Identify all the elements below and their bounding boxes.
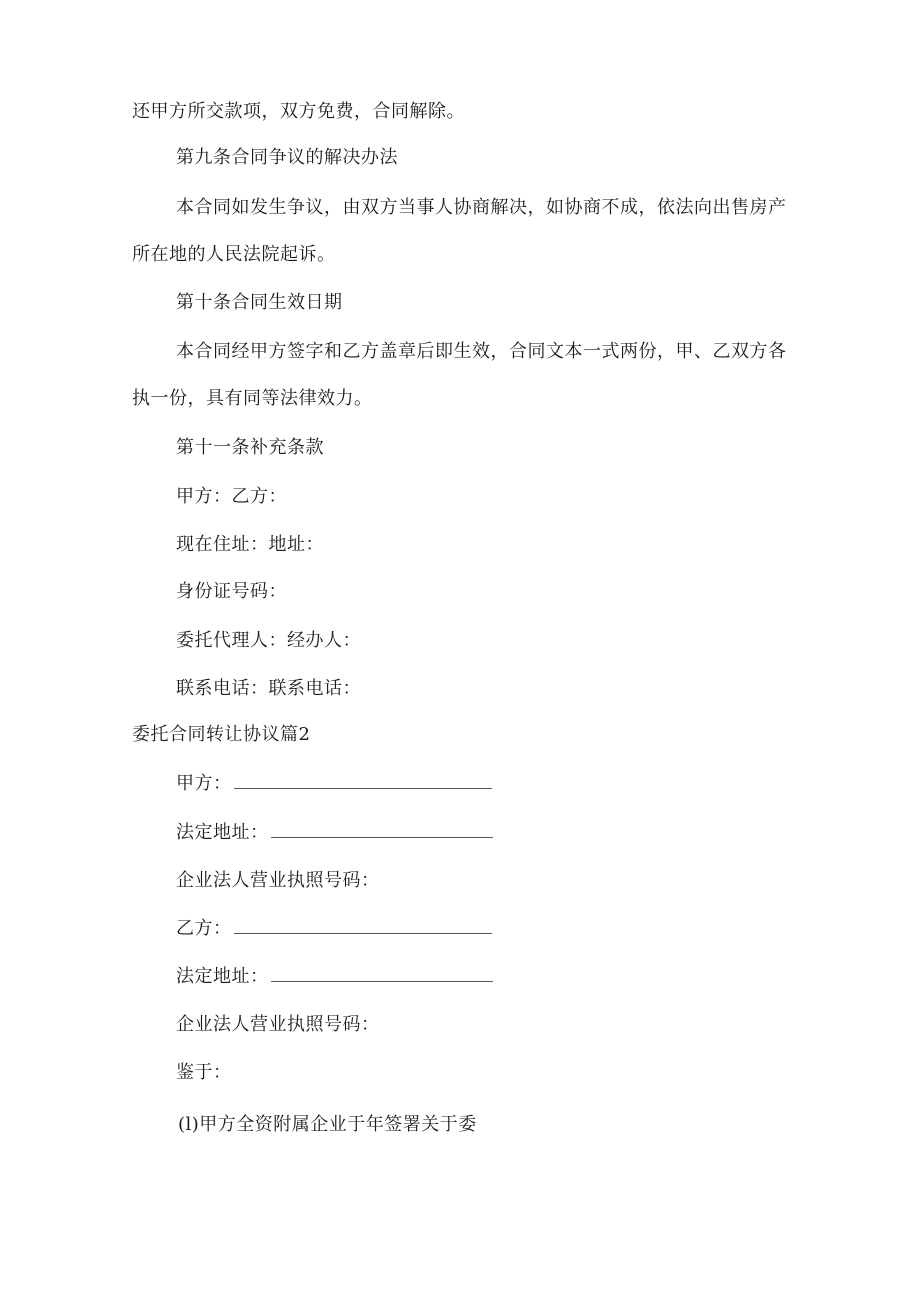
section-title: 委托合同转让协议篇2 [132, 724, 311, 745]
form-row-party-b [176, 917, 492, 941]
fill-in-blank [271, 967, 493, 982]
form-label: 乙方： [176, 918, 232, 939]
form-row-party-a [176, 772, 492, 796]
form-row-address [176, 821, 493, 845]
fill-in-blank [271, 823, 493, 838]
article-heading: 第九条合同争议的解决办法 [176, 147, 398, 168]
form-row-license-2: 企业法人营业执照号码： [176, 1014, 380, 1035]
text-line: 本合同如发生争议，由双方当事人协商解决，如协商不成，依法向出售房产 [176, 197, 787, 218]
text-line: 委托代理人：经办人： [176, 630, 361, 651]
article-heading: 第十条合同生效日期 [176, 292, 343, 313]
clause-item: (l)甲方全资附属企业于年签署关于委 [178, 1114, 477, 1135]
form-label: 甲方： [176, 773, 232, 794]
form-row-whereas: 鉴于： [176, 1062, 232, 1083]
text-line: 执一份，具有同等法律效力。 [132, 388, 373, 409]
fill-in-blank [234, 774, 492, 789]
text-line: 甲方：乙方： [176, 486, 287, 507]
form-row-address-2 [176, 965, 493, 989]
form-label: 法定地址： [176, 822, 269, 843]
form-label: 法定地址： [176, 966, 269, 987]
fill-in-blank [234, 919, 492, 934]
form-row-license: 企业法人营业执照号码： [176, 870, 380, 891]
text-line: 身份证号码： [176, 581, 287, 602]
text-line: 还甲方所交款项，双方免费，合同解除。 [132, 101, 465, 122]
text-line: 现在住址：地址： [176, 534, 324, 555]
article-heading: 第十一条补充条款 [176, 437, 324, 458]
text-line: 本合同经甲方签字和乙方盖章后即生效，合同文本一式两份，甲、乙双方各 [176, 341, 787, 362]
text-line: 所在地的人民法院起诉。 [132, 244, 336, 265]
text-line: 联系电话：联系电话： [176, 678, 361, 699]
